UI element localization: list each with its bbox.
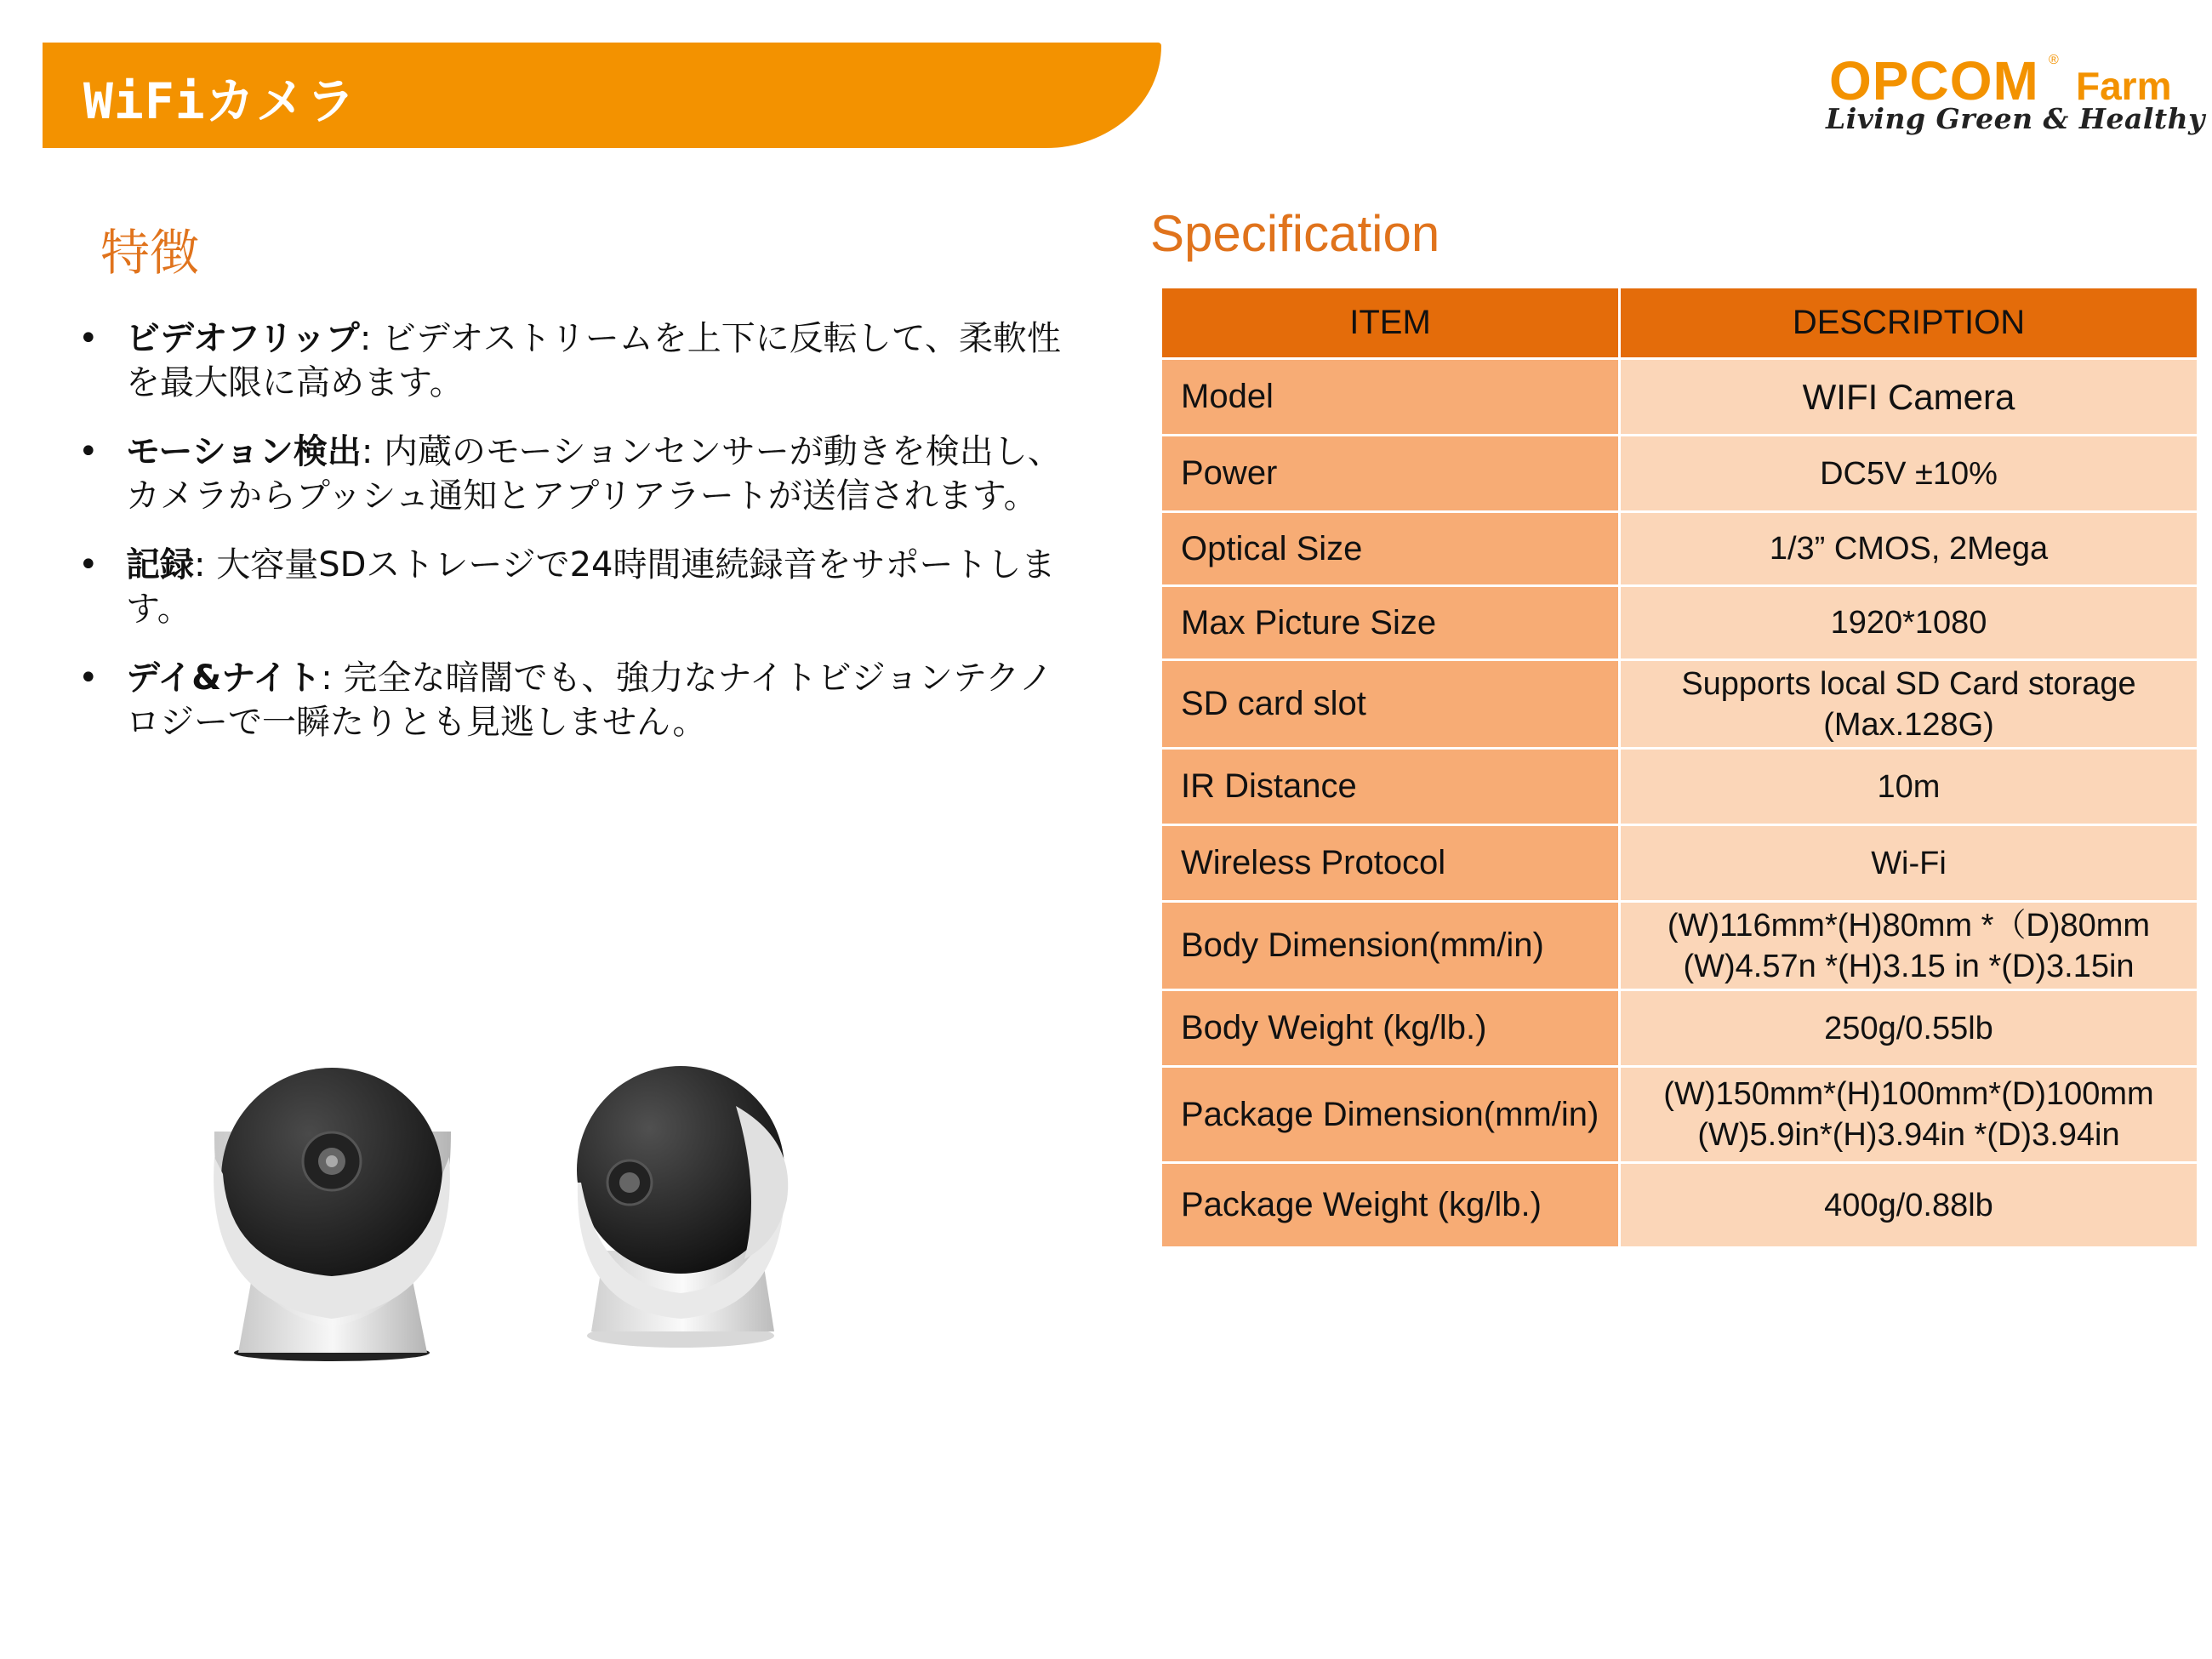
spec-description: [1620, 990, 2198, 1067]
spec-description-line: 10m: [1877, 768, 1941, 805]
table-row: [1161, 586, 2198, 660]
bullet-icon: •: [78, 545, 99, 584]
feature-label: モーション検出: [126, 432, 362, 471]
table-row: [1161, 359, 2198, 436]
spec-item: Body Dimension(mm/in): [1161, 902, 1620, 990]
spec-description: [1620, 512, 2198, 586]
spec-description-line: (W)150mm*(H)100mm*(D)100mm: [1663, 1076, 2154, 1112]
camera-front-image: [204, 1046, 476, 1370]
spec-item: Package Dimension(mm/in): [1161, 1067, 1620, 1163]
spec-description-line: Supports local SD Card storage: [1681, 665, 2136, 702]
spec-description-line: WIFI Camera: [1802, 376, 2015, 417]
spec-description: [1620, 660, 2198, 749]
spec-description: [1620, 749, 2198, 825]
spec-description: [1620, 825, 2198, 902]
spec-description-line: 1920*1080: [1830, 605, 1987, 641]
spec-item: Max Picture Size: [1161, 586, 1620, 660]
bullet-icon: •: [78, 319, 99, 358]
spec-table: [1160, 286, 2199, 1249]
spec-header-row: [1161, 288, 2198, 359]
camera-side-image: [566, 1055, 804, 1361]
feature-item: [78, 656, 1082, 744]
spec-item: IR Distance: [1161, 749, 1620, 825]
logo-brand: OPCOM: [1829, 50, 2039, 111]
spec-item: Package Weight (kg/lb.): [1161, 1163, 1620, 1248]
spec-item: Body Weight (kg/lb.): [1161, 990, 1620, 1067]
logo-registered-mark: ®: [2049, 53, 2059, 67]
table-row: [1161, 1067, 2198, 1163]
opcom-farm-logo: [1821, 49, 2205, 143]
spec-description: [1620, 586, 2198, 660]
feature-label: 記録: [126, 545, 194, 584]
table-row: [1161, 749, 2198, 825]
feature-text: : 内蔵のモーションセンサーが動きを検出し、カメラからプッシュ通知とアプリアラートが送信されます。: [126, 432, 1062, 516]
table-row: [1161, 1163, 2198, 1248]
table-row: [1161, 902, 2198, 990]
feature-item: [78, 430, 1082, 518]
spec-description-line: 400g/0.88lb: [1824, 1187, 1993, 1223]
feature-text: : ビデオストリームを上下に反転して、柔軟性を最大限に高めます。: [126, 319, 1062, 402]
spec-description-line: (Max.128G): [1823, 706, 1994, 743]
feature-label: デイ&ナイト: [126, 658, 322, 698]
spec-item: Model: [1161, 359, 1620, 436]
spec-description: [1620, 359, 2198, 436]
bullet-icon: •: [78, 432, 99, 471]
table-row: [1161, 512, 2198, 586]
spec-description-line: Wi-Fi: [1871, 845, 1947, 881]
spec-description: [1620, 1067, 2198, 1163]
column-header-description: DESCRIPTION: [1620, 288, 2198, 359]
spec-description-line: DC5V ±10%: [1820, 455, 1998, 492]
spec-heading: Specification: [1150, 205, 1440, 262]
spec-description: [1620, 1163, 2198, 1248]
spec-description-line: 250g/0.55lb: [1824, 1010, 1993, 1046]
column-header-item: ITEM: [1161, 288, 1620, 359]
spec-item: Power: [1161, 436, 1620, 512]
page-title: WiFiカメラ: [83, 72, 356, 130]
table-row: [1161, 990, 2198, 1067]
feature-list: [78, 316, 1082, 769]
spec-item: Wireless Protocol: [1161, 825, 1620, 902]
bullet-icon: •: [78, 658, 99, 698]
feature-text: : 大容量SDストレージで24時間連続録音をサポートします。: [126, 545, 1056, 629]
spec-item: Optical Size: [1161, 512, 1620, 586]
feature-item: [78, 543, 1082, 631]
spec-description: [1620, 436, 2198, 512]
spec-description-line: 1/3” CMOS, 2Mega: [1769, 531, 2049, 567]
features-heading: 特徴: [100, 224, 200, 282]
feature-text: : 完全な暗闇でも、強力なナイトビジョンテクノロジーで一瞬たりとも見逃しません。: [126, 658, 1053, 742]
spec-description-line: (W)4.57n *(H)3.15 in *(D)3.15in: [1683, 948, 2135, 984]
table-row: [1161, 825, 2198, 902]
table-row: [1161, 436, 2198, 512]
spec-description-line: (W)116mm*(H)80mm *（D)80mm: [1667, 907, 2151, 944]
feature-label: ビデオフリップ: [126, 319, 360, 358]
spec-item: SD card slot: [1161, 660, 1620, 749]
spec-description: [1620, 902, 2198, 990]
logo-suffix: Farm: [2076, 64, 2172, 108]
feature-item: [78, 316, 1082, 405]
spec-description-line: (W)5.9in*(H)3.94in *(D)3.94in: [1697, 1117, 2120, 1153]
table-row: [1161, 660, 2198, 749]
logo-tagline: Living Green & Healthy: [1826, 102, 2205, 135]
